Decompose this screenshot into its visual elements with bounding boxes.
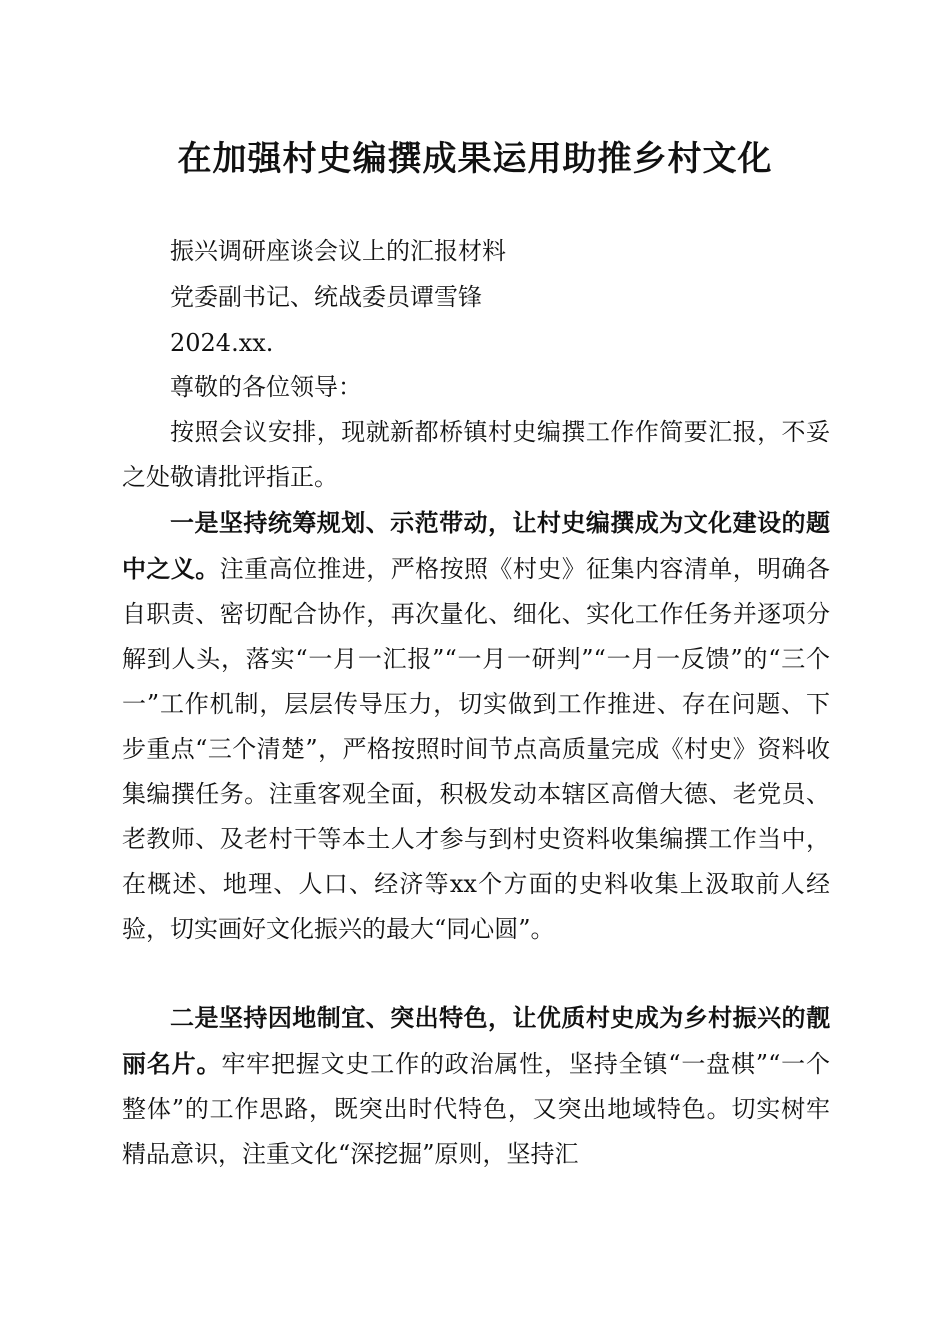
section-2-lead: 二是坚持因地制宜、突出特色，让优质村史成为乡村振兴的靓丽名片。 bbox=[122, 1003, 830, 1078]
section-2-body: 牢牢把握文史工作的政治属性，坚持全镇“一盘棋”“一个整体”的工作思路，既突出时代特色，又突出地域特色。切实树牢精品意识，注重文化“深挖掘”原则，坚持汇 bbox=[122, 1050, 830, 1168]
section-2-paragraph bbox=[122, 995, 830, 1177]
intro-paragraph: 按照会议安排，现就新都桥镇村史编撰工作作简要汇报，不妥之处敬请批评指正。 bbox=[122, 418, 830, 491]
document-salutation: 尊敬的各位领导： bbox=[170, 373, 362, 401]
section-1-paragraph bbox=[122, 500, 830, 952]
section-1-lead: 一是坚持统筹规划、示范带动，让村史编撰成为文化建设的题中之义。 bbox=[122, 508, 830, 583]
document-author: 党委副书记、统战委员谭雪锋 bbox=[170, 283, 482, 311]
document-date: 2024.xx. bbox=[170, 329, 274, 357]
document-title: 在加强村史编撰成果运用助推乡村文化 bbox=[177, 139, 773, 179]
section-1-body: 注重高位推进，严格按照《村史》征集内容清单，明确各自职责、密切配合协作，再次量化、细化、实化工作任务并逐项分解到人头，落实“一月一汇报”“一月一研判”“一月一反馈”的“三个一”工作机制，层层传导压力，切实做到工作推进、存在问题、下步重点“三个清楚”，严格按照时间节点高质量完成《村史》资料收集编撰任务。注重客观全面，积极发动本辖区高僧大德、老党员、老教师、及老村干等本土人才参与到村史资料收集编撰工作当中，在概述、地理、人口、经济等xx个方面的史料收集上汲取前人经验，切实画好文化振兴的最大“同心圆”。 bbox=[122, 555, 831, 943]
document-subtitle: 振兴调研座谈会议上的汇报材料 bbox=[170, 237, 506, 265]
